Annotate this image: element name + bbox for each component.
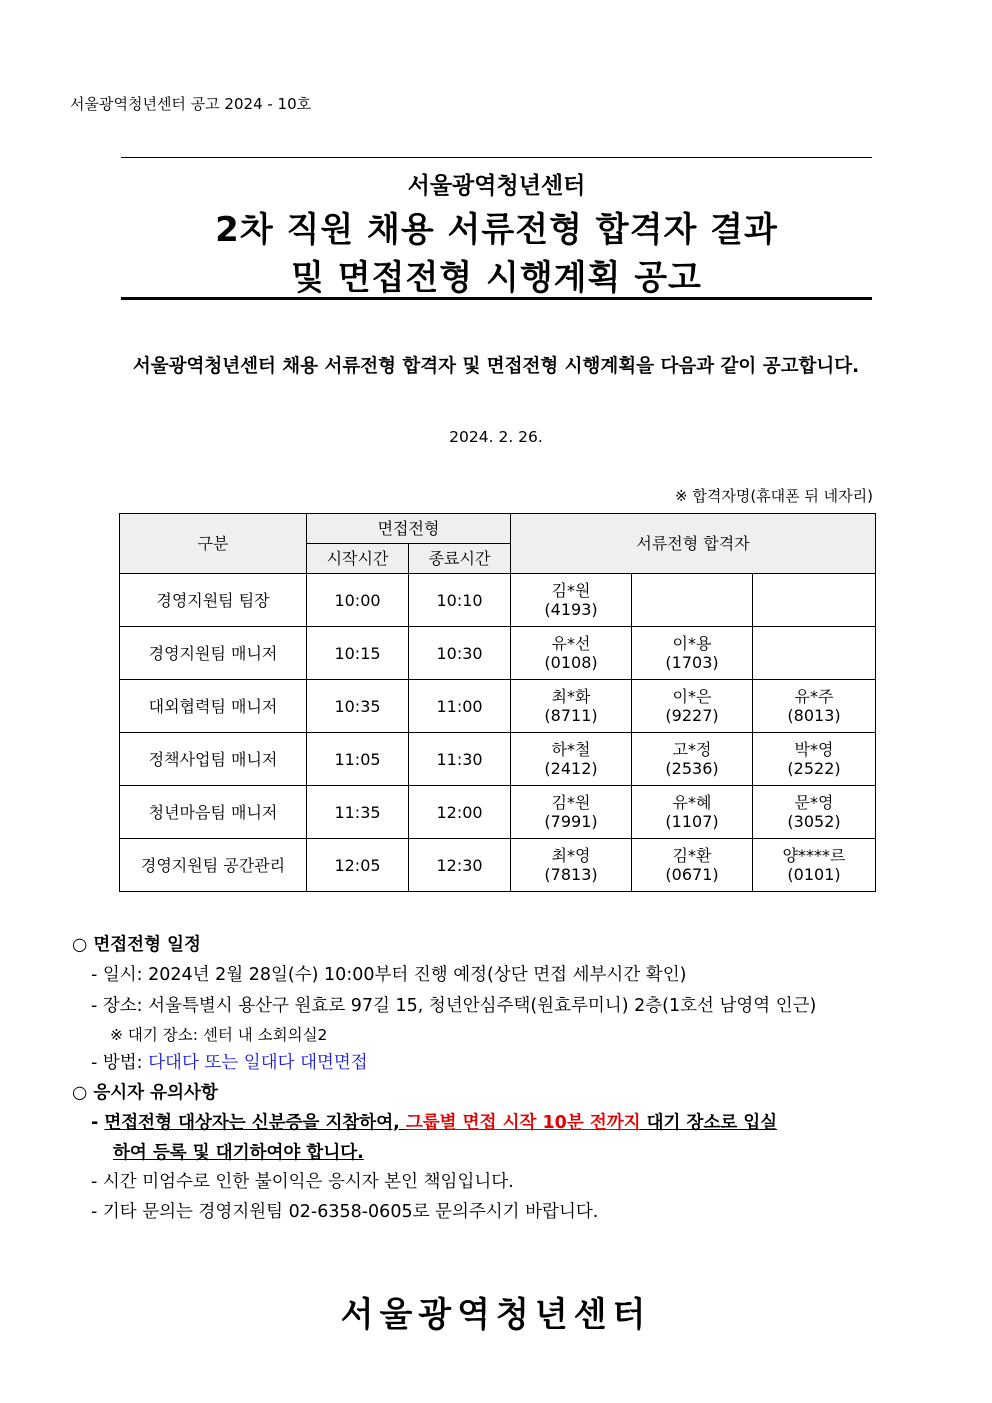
interview-method-value: 다대다 또는 일대다 대면면접 — [148, 1053, 368, 1073]
end-time-cell: 10:10 — [409, 574, 511, 627]
passer-name: 최*화 — [551, 687, 591, 706]
main-title-line-2: 및 면접전형 시행계획 공고 — [291, 258, 702, 298]
passer-cell — [511, 680, 632, 733]
note-item-2: - 시간 미엄수로 인한 불이익은 응시자 본인 책임입니다. — [91, 1172, 514, 1192]
passer-name: 하*철 — [551, 740, 591, 759]
note-item-1-part-b: 대기 장소로 입실 — [640, 1113, 778, 1133]
waiting-place: ※ 대기 장소: 센터 내 소회의실2 — [110, 1026, 328, 1044]
header-start-time: 시작시간 — [307, 544, 409, 574]
passer-phone: (3052) — [787, 812, 841, 831]
table-row — [120, 839, 876, 892]
passer-cell — [632, 839, 753, 892]
passer-cell — [753, 786, 876, 839]
passer-phone: (1703) — [665, 653, 719, 672]
header-division: 구분 — [120, 514, 307, 574]
title-top-rule — [121, 157, 872, 158]
notes-heading: ○ 응시자 유의사항 — [72, 1083, 218, 1103]
passer-cell — [753, 680, 876, 733]
passer-phone: (1107) — [665, 812, 719, 831]
note-item-1-part-a: 면접전형 대상자는 신분증을 지참하여, — [104, 1113, 406, 1133]
passer-cell — [632, 627, 753, 680]
header-interview: 면접전형 — [307, 514, 511, 544]
division-cell: 대외협력팀 매니저 — [120, 680, 307, 733]
note-item-3: - 기타 문의는 경영지원팀 02-6358-0605로 문의주시기 바랍니다. — [91, 1202, 599, 1222]
table-row — [120, 574, 876, 627]
passer-name: 이*용 — [672, 634, 712, 653]
org-title: 서울광역청년센터 — [407, 173, 586, 199]
interview-method-label: - 방법: — [91, 1053, 149, 1073]
passer-phone: (8013) — [787, 706, 841, 725]
passer-name: 유*선 — [551, 634, 591, 653]
start-time-cell: 10:35 — [307, 680, 409, 733]
notice-number: 서울광역청년센터 공고 2024 - 10호 — [70, 95, 312, 113]
passer-cell — [753, 574, 876, 627]
passer-name: 문*영 — [794, 793, 834, 812]
passer-cell — [632, 733, 753, 786]
passer-phone: (2522) — [787, 759, 841, 778]
passer-name: 고*정 — [672, 740, 712, 759]
passer-cell — [511, 574, 632, 627]
passer-cell — [511, 733, 632, 786]
table-row — [120, 733, 876, 786]
passer-phone: (7991) — [544, 812, 598, 831]
note-item-1-continued: 하여 등록 및 대기하여야 합니다. — [113, 1143, 364, 1163]
passer-name: 최*영 — [551, 846, 591, 865]
passer-cell — [753, 627, 876, 680]
passer-phone: (2412) — [544, 759, 598, 778]
end-time-cell: 11:00 — [409, 680, 511, 733]
passer-name: 유*주 — [794, 687, 834, 706]
start-time-cell: 10:00 — [307, 574, 409, 627]
main-title-line-1: 2차 직원 채용 서류전형 합격자 결과 — [215, 210, 778, 250]
start-time-cell: 10:15 — [307, 627, 409, 680]
note-item-1-highlight: 그룹별 면접 시작 10분 전까지 — [405, 1113, 641, 1133]
passer-phone: (8711) — [544, 706, 598, 725]
passer-name: 이*은 — [672, 687, 712, 706]
end-time-cell: 12:00 — [409, 786, 511, 839]
passer-cell — [632, 786, 753, 839]
passer-name: 박*영 — [794, 740, 834, 759]
passer-name: 김*원 — [551, 793, 591, 812]
header-passers: 서류전형 합격자 — [511, 514, 876, 574]
end-time-cell: 12:30 — [409, 839, 511, 892]
note-item-1-dash: - — [91, 1113, 105, 1133]
header-end-time: 종료시간 — [409, 544, 511, 574]
start-time-cell: 11:35 — [307, 786, 409, 839]
interview-datetime: - 일시: 2024년 2월 28일(수) 10:00부터 진행 예정(상단 면접 세부시간 확인) — [91, 965, 687, 985]
passer-cell — [753, 839, 876, 892]
footer-org-name: 서울광역청년센터 — [340, 1295, 652, 1335]
passer-name: 김*환 — [672, 846, 712, 865]
interview-schedule-table — [119, 513, 876, 892]
interview-method — [91, 1049, 368, 1074]
title-bottom-rule — [121, 297, 872, 300]
passer-cell — [753, 733, 876, 786]
end-time-cell: 11:30 — [409, 733, 511, 786]
end-time-cell: 10:30 — [409, 627, 511, 680]
table-note: ※ 합격자명(휴대폰 뒤 네자리) — [675, 487, 873, 505]
passer-name: 양****르 — [782, 846, 846, 865]
interview-place: - 장소: 서울특별시 용산구 원효로 97길 15, 청년안심주택(원효루미니) 2층(1호선 남영역 인근) — [91, 996, 817, 1016]
division-cell: 경영지원팀 팀장 — [120, 574, 307, 627]
passer-cell — [511, 786, 632, 839]
passer-cell — [632, 680, 753, 733]
table-row — [120, 627, 876, 680]
note-item-1 — [91, 1109, 926, 1134]
passer-name: 유*혜 — [672, 793, 712, 812]
intro-text: 서울광역청년센터 채용 서류전형 합격자 및 면접전형 시행계획을 다음과 같이 공고합니다. — [132, 356, 860, 377]
table-row — [120, 680, 876, 733]
passer-phone: (0671) — [665, 865, 719, 884]
start-time-cell: 11:05 — [307, 733, 409, 786]
passer-name: 김*원 — [551, 581, 591, 600]
division-cell: 경영지원팀 공간관리 — [120, 839, 307, 892]
passer-phone: (9227) — [665, 706, 719, 725]
division-cell: 정책사업팀 매니저 — [120, 733, 307, 786]
interview-schedule-heading: ○ 면접전형 일정 — [72, 935, 201, 955]
passer-cell — [632, 574, 753, 627]
passer-phone: (0101) — [787, 865, 841, 884]
passer-cell — [511, 627, 632, 680]
table-row — [120, 786, 876, 839]
passer-phone: (7813) — [544, 865, 598, 884]
start-time-cell: 12:05 — [307, 839, 409, 892]
division-cell: 경영지원팀 매니저 — [120, 627, 307, 680]
passer-phone: (0108) — [544, 653, 598, 672]
notice-date: 2024. 2. 26. — [449, 428, 543, 446]
passer-phone: (2536) — [665, 759, 719, 778]
passer-cell — [511, 839, 632, 892]
division-cell: 청년마음팀 매니저 — [120, 786, 307, 839]
passer-phone: (4193) — [544, 600, 598, 619]
